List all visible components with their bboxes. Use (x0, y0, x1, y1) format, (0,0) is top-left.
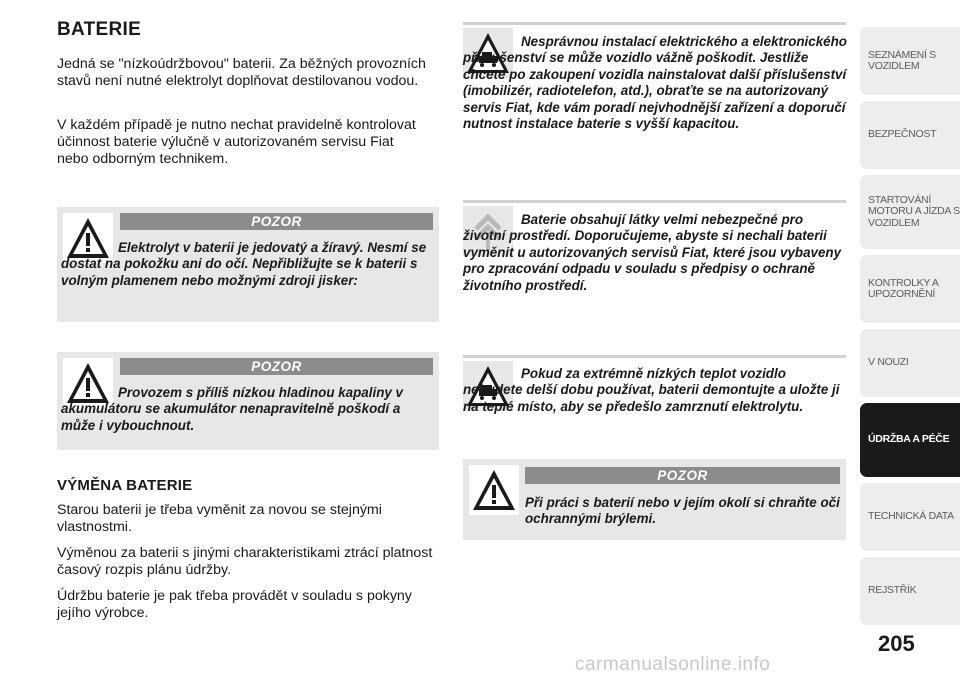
warning-header: POZOR (525, 467, 840, 484)
tab-warning-lights[interactable]: KONTROLKY A UPOZORNĚNÍ (860, 255, 960, 323)
warning-header: POZOR (120, 213, 433, 230)
note-accessories: Nesprávnou instalací elektrického a elektronického příslušenství se může vozidlo vážně poškodit. Jestliže chcete po zakoupení vozidla nainstalovat další příslušenství (imobilizér, radiotelefon, atd.), obraťte se na autorizovaný servis Fiat, kde vám poradí nejvhodnější zařízení a doporučí nutnost instalace baterie s vyšší kapacitou. (463, 34, 847, 132)
paragraph-check: V každém případě je nutno nechat pravidelně kontrolovat účinnost baterie výlučně v autorizovaném servisu Fiat nebo odborným technikem. (57, 117, 416, 167)
tab-index[interactable]: REJSTŘÍK (860, 557, 960, 625)
watermark: carmanualsonline.info (575, 654, 771, 675)
tab-safety[interactable]: BEZPEČNOST (860, 101, 960, 169)
section-title: BATERIE (57, 19, 142, 40)
warning-text: Provozem s příliš nízkou hladinou kapaliny v akumulátoru se akumulátor nenapravitelně poškodí a může i vybouchnout. (61, 385, 403, 433)
warning-text: Při práci s baterií nebo v jejím okolí si chraňte oči ochrannými brýlemi. (525, 495, 840, 527)
tab-starting-driving[interactable]: STARTOVÁNÍ MOTORU A JÍZDA S VOZIDLEM (860, 175, 960, 249)
warning-header: POZOR (120, 358, 433, 375)
subsection-title: VÝMĚNA BATERIE (57, 477, 193, 494)
warning-box-low-level (57, 352, 439, 450)
divider (463, 355, 846, 358)
warning-box-electrolyte (57, 207, 439, 322)
divider (463, 22, 846, 25)
note-environment: Baterie obsahují látky velmi nebezpečné pro životní prostředí. Doporučujeme, abyste si nechali baterii vyměnit u autorizovaných servisů Fiat, které jsou vybaveny pro zpracování odpadu v souladu s předpisy o ochraně životního prostředí. (463, 212, 842, 293)
paragraph-manufacturer: Údržbu baterie je pak třeba provádět v souladu s pokyny jejího výrobce. (57, 588, 412, 621)
note-low-temperature: Pokud za extrémně nízkých teplot vozidlo nebudete delší dobu používat, baterii demontujte a uložte ji na teplé místo, aby se předešlo zamrznutí elektrolytu. (463, 366, 840, 414)
divider (463, 200, 846, 203)
warning-triangle-icon (469, 465, 519, 515)
page-number: 205 (878, 631, 915, 656)
paragraph-schedule: Výměnou za baterii s jinými charakteristikami ztrácí platnost časový rozpis plánu údržby. (57, 545, 433, 578)
tab-maintenance-care[interactable]: ÚDRŽBA A PÉČE (860, 403, 960, 477)
paragraph-replace: Starou baterii je třeba vyměnit za novou se stejnými vlastnostmi. (57, 502, 382, 535)
warning-box-eye-protection (463, 459, 846, 540)
tab-introduction[interactable]: SEZNÁMENÍ S VOZIDLEM (860, 27, 960, 95)
tab-emergency[interactable]: V NOUZI (860, 329, 960, 397)
warning-text: Elektrolyt v baterii je jedovatý a žíravý. Nesmí se dostat na pokožku ani do očí. Nepřibližujte se k baterii s volným plamenem nebo možnými zdroji jisker: (61, 240, 427, 288)
tab-technical-data[interactable]: TECHNICKÁ DATA (860, 483, 960, 551)
paragraph-intro: Jedná se "nízkoúdržbovou" baterii. Za běžných provozních stavů není nutné elektrolyt doplňovat destilovanou vodou. (57, 56, 426, 89)
